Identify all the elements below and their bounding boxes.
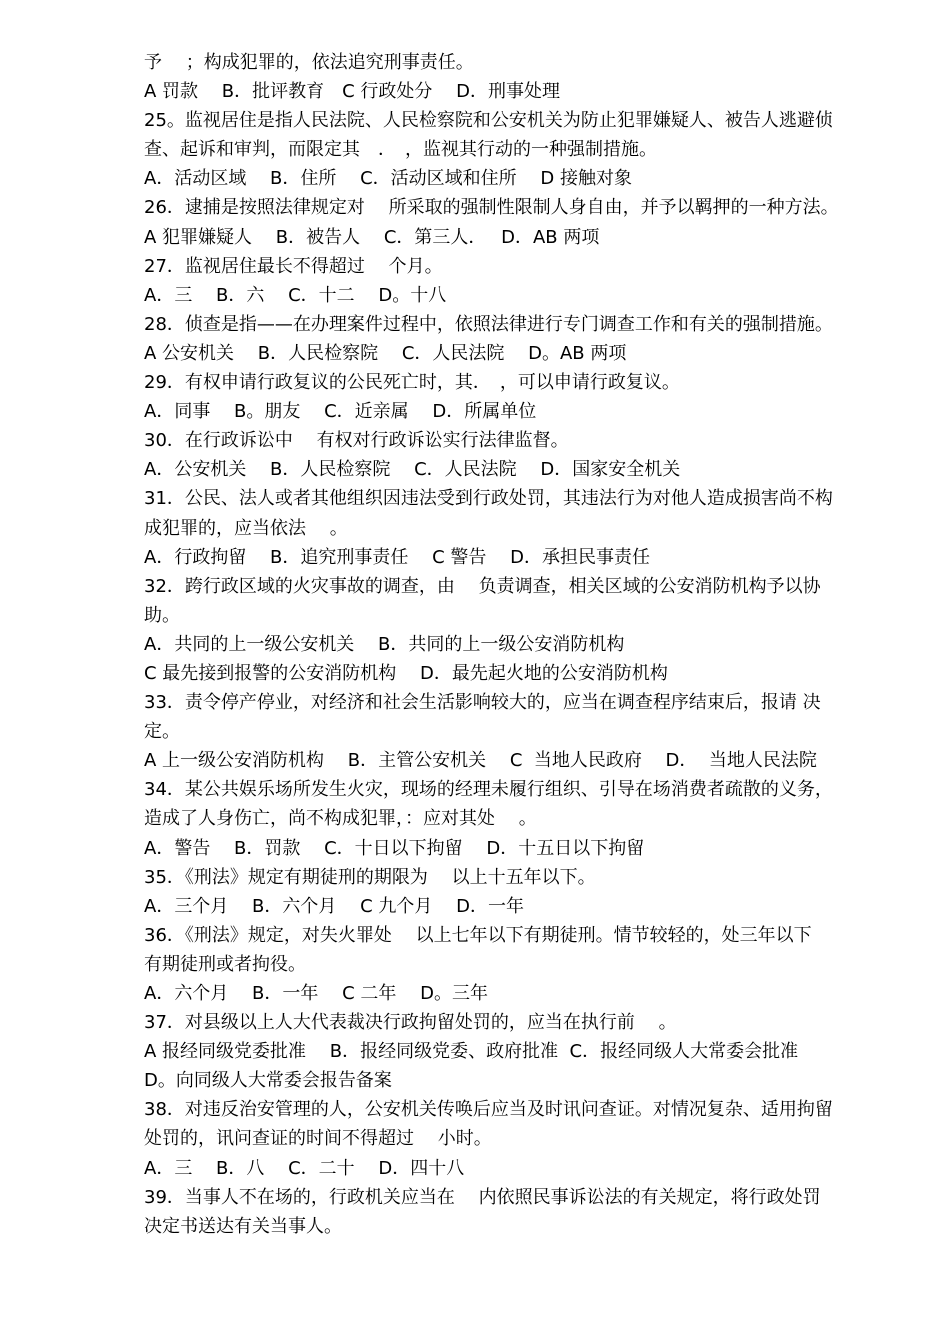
text-line: A．活动区域 B．住所 C．活动区域和住所 D 接触对象 [144,168,632,190]
text-line: 36．《刑法》规定，对失火罪处 以上七年以下有期徒刑。情节较轻的，处三年以下 [144,924,812,946]
text-line: 32．跨行政区域的火灾事故的调查，由 负责调查，相关区域的公安消防机构予以协 [144,575,821,597]
text-line: A 罚款 B．批评教育 C 行政处分 D．刑事处理 [144,81,560,103]
text-line: 39．当事人不在场的，行政机关应当在 内依照民事诉讼法的有关规定，将行政处罚 [144,1186,821,1208]
text-line: 30．在行政诉讼中 有权对行政诉讼实行法律监督。 [144,430,569,452]
text-line: 造成了人身伤亡，尚不构成犯罪，：应对其处 。 [144,808,537,830]
text-line: A．公安机关 B．人民检察院 C．人民法院 D．国家安全机关 [144,459,681,481]
text-line: A．行政拘留 B．追究刑事责任 C 警告 D．承担民事责任 [144,546,650,568]
text-line: D。向同级人大常委会报告备案 [144,1070,392,1092]
text-line: A．警告 B．罚款 C．十日以下拘留 D．十五日以下拘留 [144,837,645,859]
text-line: 37．对县级以上人大代表裁决行政拘留处罚的，应当在执行前 。 [144,1012,677,1034]
text-line: A．三 B．六 C．十二 D。十八 [144,284,447,306]
text-line: 25。监视居住是指人民法院、人民检察院和公安机关为防止犯罪嫌疑人、被告人逃避侦 [144,110,833,132]
text-line: A 上一级公安消防机构 B．主管公安机关 C 当地人民政府 D． 当地人民法院 [144,750,817,772]
document-body [144,48,880,1241]
text-line: A 公安机关 B．人民检察院 C．人民法院 D。AB 两项 [144,342,627,364]
text-line: 处罚的，讯问查证的时间不得超过 小时。 [144,1128,492,1150]
text-line: A．六个月 B．一年 C 二年 D。三年 [144,983,488,1004]
text-line: A 犯罪嫌疑人 B．被告人 C．第三人． D．AB 两项 [144,226,600,248]
text-line: A．三 B．八 C．二十 D．四十八 [144,1157,465,1179]
text-line: A．三个月 B．六个月 C 九个月 D．一年 [144,895,524,917]
text-line: 成犯罪的，应当依法 。 [144,517,348,539]
text-line: 35．《刑法》规定有期徒刑的期限为 以上十五年以下。 [144,866,596,888]
text-line: C 最先接到报警的公安消防机构 D．最先起火地的公安消防机构 [144,662,668,684]
text-line: 予 ；构成犯罪的，依法追究刑事责任。 [144,52,474,73]
text-line: 查、起诉和审判，而限定其 ． ，监视其行动的一种强制措施。 [144,139,657,161]
text-line: A 报经同级党委批准 B．报经同级党委、政府批准 C．报经同级人大常委会批准 [144,1041,799,1063]
text-line: 有期徒刑或者拘役。 [144,953,306,975]
text-line: 决定书送达有关当事人。 [144,1215,342,1237]
text-line: 34．某公共娱乐场所发生火灾，现场的经理未履行组织、引导在场消费者疏散的义务， [144,779,833,801]
text-line: 定。 [144,721,180,743]
text-line: 助。 [144,604,180,626]
text-line: 33．责令停产停业，对经济和社会生活影响较大的，应当在调查程序结束后，报请 决 [144,692,821,714]
text-line: 27．监视居住最长不得超过 个月。 [144,255,443,277]
text-line: A．共同的上一级公安机关 B．共同的上一级公安消防机构 [144,633,625,655]
text-line: 31．公民、法人或者其他组织因违法受到行政处罚，其违法行为对他人造成损害尚不构 [144,488,833,510]
text-line: 29．有权申请行政复议的公民死亡时，其． ，可以申请行政复议。 [144,372,680,394]
text-line: 28．侦查是指——在办理案件过程中，依照法律进行专门调查工作和有关的强制措施。 [144,313,833,335]
text-line: 38．对违反治安管理的人，公安机关传唤后应当及时讯问查证。对情况复杂、适用拘留 [144,1099,833,1121]
text-line: A．同事 B。朋友 C．近亲属 D．所属单位 [144,401,537,423]
text-line: 26．逮捕是按照法律规定对 所采取的强制性限制人身自由，并予以羁押的一种方法。 [144,197,839,219]
